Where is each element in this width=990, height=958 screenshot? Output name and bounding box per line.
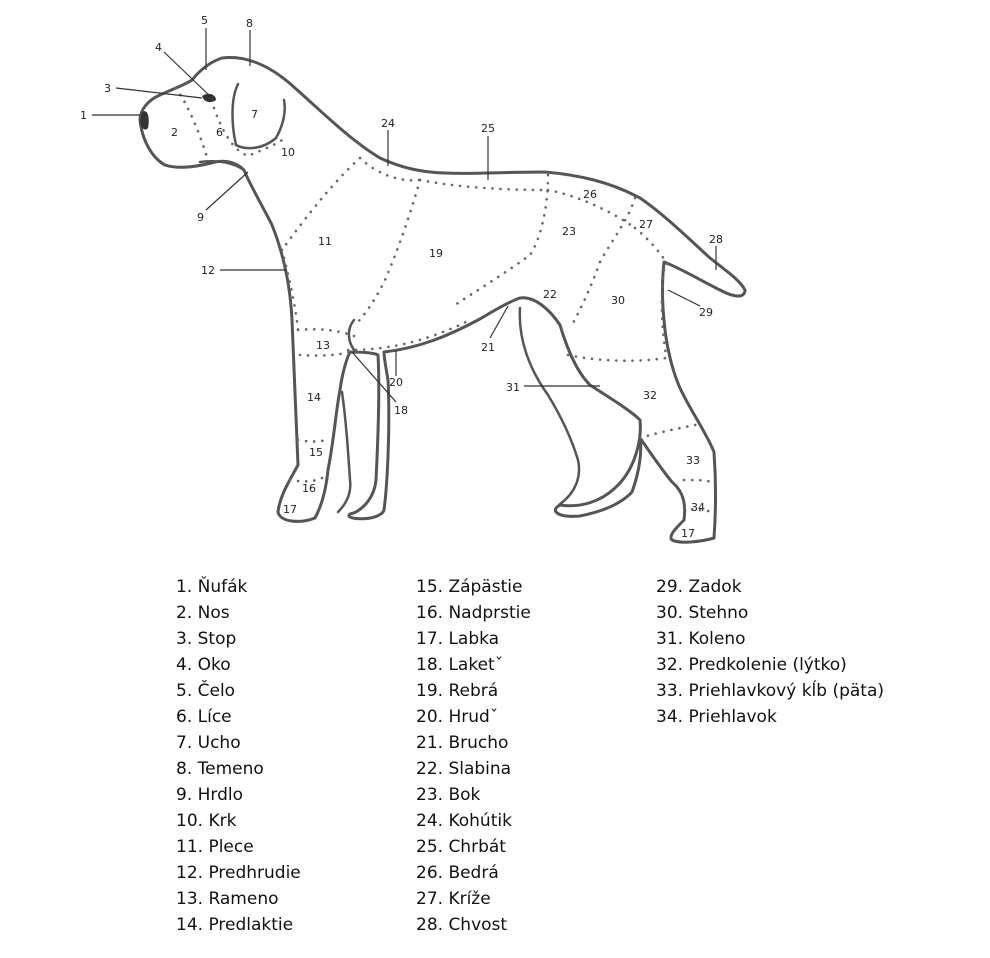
callout-9: 9 — [197, 211, 204, 224]
callout-11: 11 — [318, 235, 332, 248]
legend-item: 24. Kohútik — [416, 811, 512, 831]
callout-2: 2 — [171, 126, 178, 139]
dog-body-outline — [140, 57, 745, 542]
legend-item: 7. Ucho — [176, 733, 241, 753]
legend-item: 16. Nadprstie — [416, 603, 531, 623]
legend-item: 31. Koleno — [656, 629, 746, 649]
legend-item: 2. Nos — [176, 603, 230, 623]
callout-1: 1 — [80, 109, 87, 122]
legend-item: 32. Predkolenie (lýtko) — [656, 655, 847, 675]
callout-16: 16 — [302, 482, 316, 495]
legend-item: 25. Chrbát — [416, 837, 506, 857]
legend-item: 1. Ňufák — [176, 577, 248, 597]
legend-item: 17. Labka — [416, 629, 500, 649]
legend-item: 20. Hrudˇ — [416, 707, 499, 727]
callout-27: 27 — [639, 218, 653, 231]
callout-20: 20 — [389, 376, 403, 389]
legend-item: 19. Rebrá — [416, 681, 499, 701]
legend-item: 12. Predhrudie — [176, 863, 301, 883]
legend-item: 5. Čelo — [176, 681, 236, 701]
callout-32: 32 — [643, 389, 657, 402]
legend-item: 13. Rameno — [176, 889, 279, 909]
legend-column-1 — [176, 574, 301, 938]
callout-3: 3 — [104, 82, 111, 95]
callout-13: 13 — [316, 339, 330, 352]
legend-item: 14. Predlaktie — [176, 915, 294, 935]
callout-17-hind: 17 — [681, 527, 695, 540]
legend-item: 33. Priehlavkový kĺb (päta) — [656, 681, 885, 701]
far-front-leg — [338, 392, 350, 512]
legend-item: 29. Zadok — [656, 577, 742, 597]
callout-30: 30 — [611, 294, 625, 307]
callout-17-front: 17 — [283, 503, 297, 516]
callout-8: 8 — [246, 17, 253, 30]
legend-item: 34. Priehlavok — [656, 707, 777, 727]
callout-31: 31 — [506, 381, 520, 394]
ear-outline — [233, 84, 285, 148]
cheek-line — [200, 161, 244, 170]
callout-14: 14 — [307, 391, 321, 404]
callout-23: 23 — [562, 225, 576, 238]
callout-15: 15 — [309, 446, 323, 459]
legend-item: 18. Laketˇ — [416, 655, 504, 675]
legend-item: 30. Stehno — [656, 603, 749, 623]
callout-7: 7 — [251, 108, 258, 121]
legend-item: 21. Brucho — [416, 733, 509, 753]
callout-25: 25 — [481, 122, 495, 135]
legend-item: 28. Chvost — [416, 915, 508, 935]
legend-item: 6. Líce — [176, 707, 232, 727]
legend-item: 11. Plece — [176, 837, 254, 857]
callout-29: 29 — [699, 306, 713, 319]
callout-6: 6 — [216, 126, 223, 139]
callout-10: 10 — [281, 146, 295, 159]
callout-26: 26 — [583, 188, 597, 201]
callout-34: 34 — [691, 501, 705, 514]
legend-item: 3. Stop — [176, 629, 237, 649]
callout-19: 19 — [429, 247, 443, 260]
legend-item: 23. Bok — [416, 785, 481, 805]
callout-22: 22 — [543, 288, 557, 301]
legend-item: 10. Krk — [176, 811, 237, 831]
callout-24: 24 — [381, 117, 395, 130]
legend-item: 26. Bedrá — [416, 863, 499, 883]
region-boundaries — [176, 88, 714, 512]
callout-28: 28 — [709, 233, 723, 246]
callout-21: 21 — [481, 341, 495, 354]
legend-item: 9. Hrdlo — [176, 785, 244, 805]
legend-column-2 — [416, 574, 531, 938]
callout-numbers — [80, 14, 723, 540]
legend-item: 15. Zápästie — [416, 577, 523, 597]
legend-column-3 — [656, 574, 884, 730]
callout-18: 18 — [394, 404, 408, 417]
legend-item: 4. Oko — [176, 655, 231, 675]
far-hind-leg — [520, 308, 579, 504]
legend-item: 22. Slabina — [416, 759, 512, 779]
callout-5: 5 — [201, 14, 208, 27]
callout-4: 4 — [155, 41, 162, 54]
legend-item: 27. Kríže — [416, 889, 491, 909]
callout-33: 33 — [686, 454, 700, 467]
legend-item: 8. Temeno — [176, 759, 264, 779]
callout-12: 12 — [201, 264, 215, 277]
